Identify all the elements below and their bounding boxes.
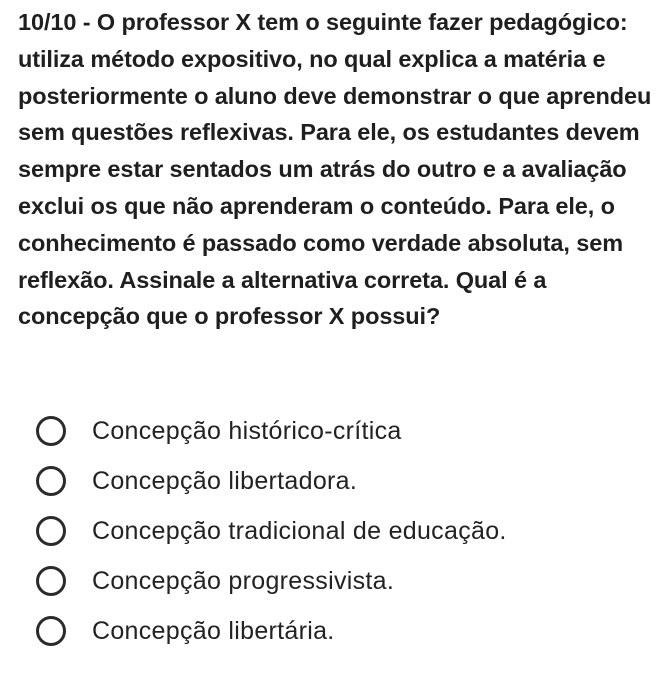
radio-button-icon[interactable] — [36, 516, 66, 546]
option-label: Concepção histórico-crítica — [92, 416, 402, 445]
radio-button-icon[interactable] — [36, 616, 66, 646]
option-label: Concepção tradicional de educação. — [92, 516, 507, 545]
option-5[interactable] — [36, 606, 656, 656]
option-3[interactable] — [36, 506, 656, 556]
option-1[interactable] — [36, 406, 656, 456]
option-label: Concepção libertadora. — [92, 466, 358, 495]
answer-options — [36, 406, 656, 656]
radio-button-icon[interactable] — [36, 466, 66, 496]
option-label: Concepção libertária. — [92, 616, 335, 645]
radio-button-icon[interactable] — [36, 416, 66, 446]
option-label: Concepção progressivista. — [92, 566, 395, 595]
question-text: 10/10 - O professor X tem o seguinte fazer pedagógico: utiliza método expositivo, no qual explica a matéria e posteriormente o aluno deve demonstrar o que aprendeu sem questões reflexivas. Para ele, os estudantes devem sempre estar sentados um atrás do outro e a avaliação exclui os que não aprenderam o conteúdo. Para ele, o conhecimento é passado como verdade absoluta, sem reflexão. Assinale a alternativa correta. Qual é a concepção que o professor X possui? — [18, 9, 652, 330]
option-2[interactable] — [36, 456, 656, 506]
radio-button-icon[interactable] — [36, 566, 66, 596]
option-4[interactable] — [36, 556, 656, 606]
